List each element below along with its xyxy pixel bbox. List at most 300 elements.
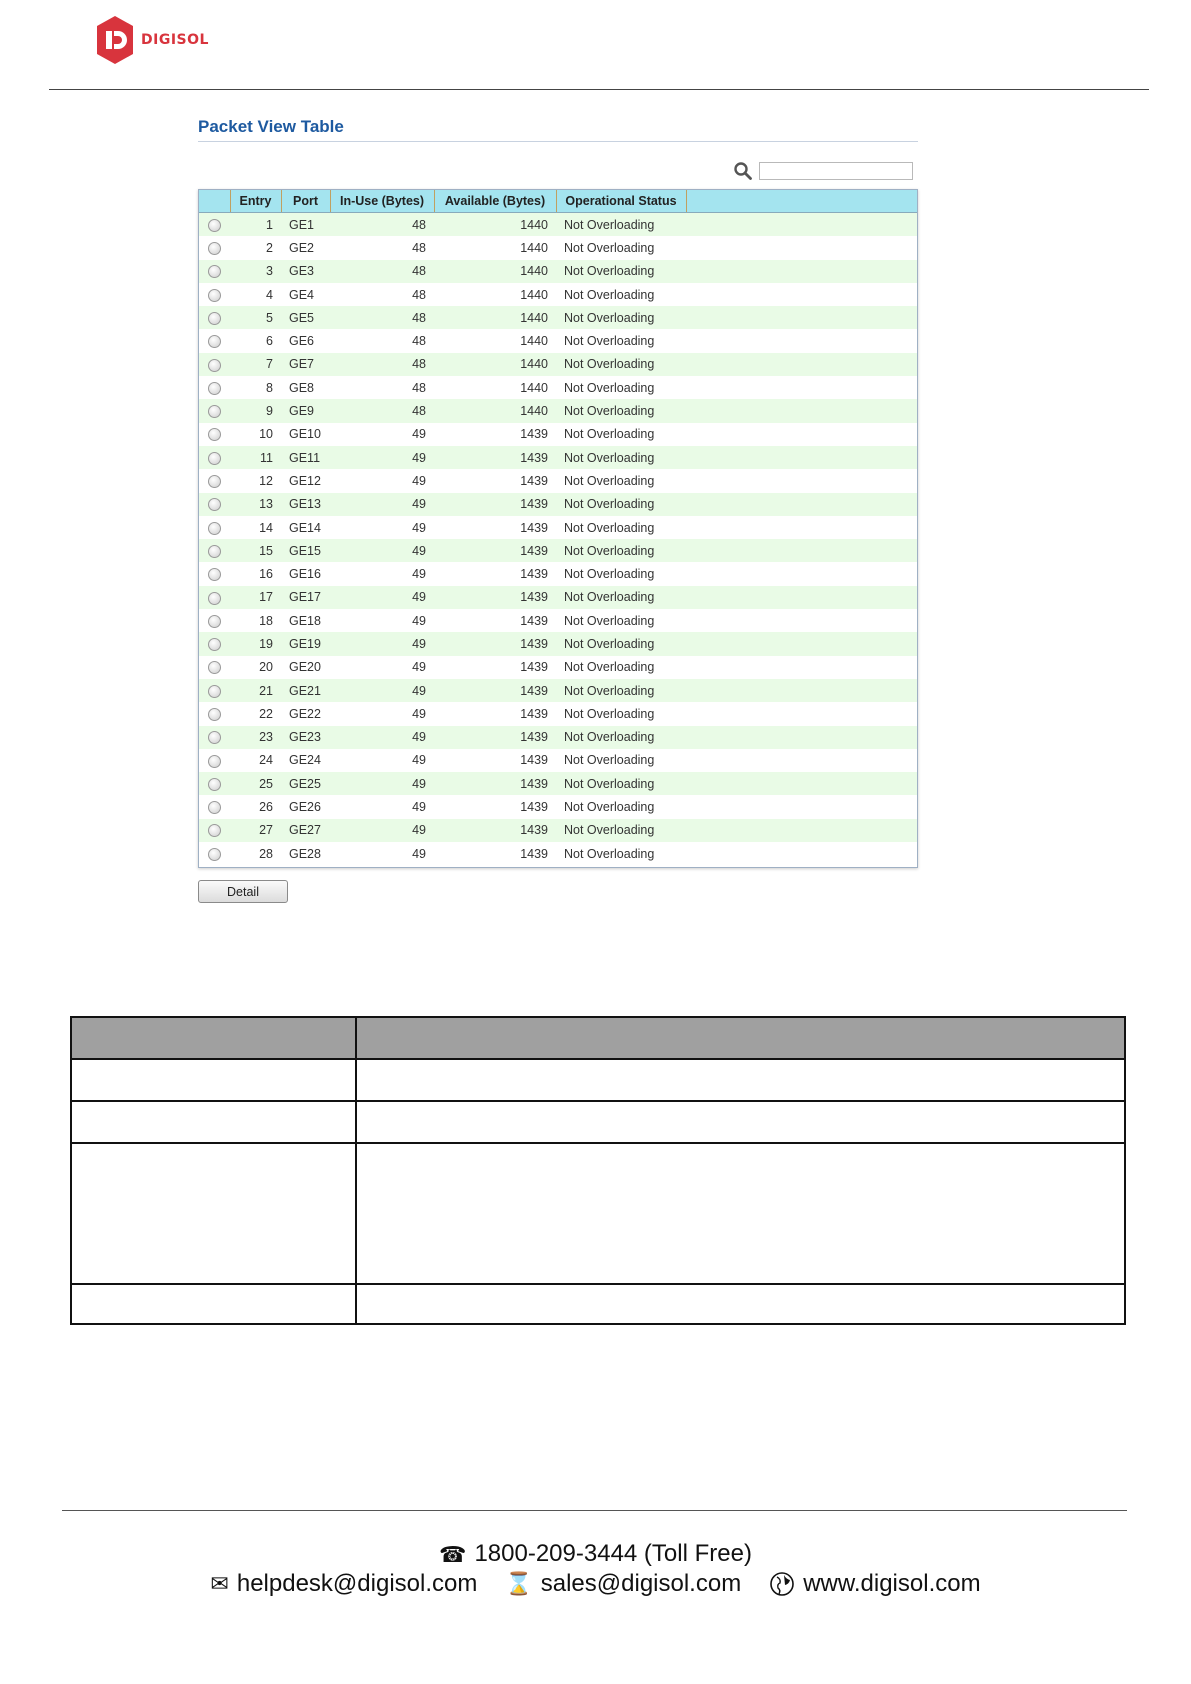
entry-cell: 12 (230, 469, 281, 492)
description-row (71, 1101, 1125, 1143)
entry-cell: 25 (230, 772, 281, 795)
column-header-operational-status[interactable]: Operational Status (556, 190, 686, 213)
inuse-bytes-cell: 48 (330, 399, 434, 422)
table-row[interactable] (199, 749, 917, 772)
radio-button[interactable] (208, 522, 221, 535)
table-row[interactable] (199, 679, 917, 702)
table-row[interactable] (199, 236, 917, 259)
table-row[interactable] (199, 306, 917, 329)
entry-cell: 28 (230, 842, 281, 865)
table-row[interactable] (199, 562, 917, 585)
filler-cell (686, 399, 917, 422)
description-cell (356, 1143, 1125, 1284)
port-cell: GE26 (281, 795, 330, 818)
radio-button[interactable] (208, 615, 221, 628)
inuse-bytes-cell: 49 (330, 772, 434, 795)
inuse-bytes-cell: 49 (330, 749, 434, 772)
row-select-radio[interactable] (199, 562, 230, 585)
row-select-radio[interactable] (199, 469, 230, 492)
port-cell: GE5 (281, 306, 330, 329)
inuse-bytes-cell: 49 (330, 656, 434, 679)
available-bytes-cell: 1439 (434, 656, 556, 679)
table-row[interactable] (199, 702, 917, 725)
description-header-cell (356, 1017, 1125, 1059)
port-cell: GE1 (281, 213, 330, 237)
operational-status-cell: Not Overloading (556, 306, 686, 329)
table-row[interactable] (199, 329, 917, 352)
entry-cell: 4 (230, 283, 281, 306)
inuse-bytes-cell: 49 (330, 423, 434, 446)
filler-cell (686, 469, 917, 492)
available-bytes-cell: 1439 (434, 539, 556, 562)
radio-button[interactable] (208, 755, 221, 768)
radio-button[interactable] (208, 731, 221, 744)
row-select-radio[interactable] (199, 213, 230, 237)
inuse-bytes-cell: 48 (330, 376, 434, 399)
column-header-port[interactable]: Port (281, 190, 330, 213)
available-bytes-cell: 1439 (434, 726, 556, 749)
globe-icon (769, 1571, 795, 1597)
description-cell (356, 1101, 1125, 1143)
inuse-bytes-cell: 49 (330, 632, 434, 655)
operational-status-cell: Not Overloading (556, 236, 686, 259)
description-cell (71, 1101, 356, 1143)
available-bytes-cell: 1439 (434, 493, 556, 516)
radio-button[interactable] (208, 638, 221, 651)
available-bytes-cell: 1439 (434, 562, 556, 585)
filler-cell (686, 516, 917, 539)
description-table-header (71, 1017, 1125, 1059)
operational-status-cell: Not Overloading (556, 329, 686, 352)
filler-cell (686, 702, 917, 725)
row-select-radio[interactable] (199, 726, 230, 749)
entry-cell: 17 (230, 586, 281, 609)
port-cell: GE22 (281, 702, 330, 725)
table-row[interactable] (199, 656, 917, 679)
row-select-radio[interactable] (199, 399, 230, 422)
row-select-radio[interactable] (199, 260, 230, 283)
hourglass-icon: ⌛ (505, 1571, 533, 1596)
port-cell: GE12 (281, 469, 330, 492)
port-cell: GE4 (281, 283, 330, 306)
available-bytes-cell: 1439 (434, 469, 556, 492)
description-cell (71, 1284, 356, 1324)
available-bytes-cell: 1439 (434, 772, 556, 795)
entry-cell: 20 (230, 656, 281, 679)
radio-button[interactable] (208, 405, 221, 418)
available-bytes-cell: 1440 (434, 283, 556, 306)
brand-name: DIGISOL (141, 32, 209, 48)
row-select-radio[interactable] (199, 772, 230, 795)
table-row[interactable] (199, 353, 917, 376)
row-select-radio[interactable] (199, 516, 230, 539)
inuse-bytes-cell: 48 (330, 260, 434, 283)
operational-status-cell: Not Overloading (556, 353, 686, 376)
inuse-bytes-cell: 49 (330, 609, 434, 632)
port-cell: GE9 (281, 399, 330, 422)
table-row[interactable] (199, 632, 917, 655)
filler-cell (686, 656, 917, 679)
row-select-radio[interactable] (199, 656, 230, 679)
radio-button[interactable] (208, 289, 221, 302)
row-select-radio[interactable] (199, 749, 230, 772)
entry-cell: 23 (230, 726, 281, 749)
description-cell (356, 1059, 1125, 1101)
available-bytes-cell: 1440 (434, 260, 556, 283)
row-select-radio[interactable] (199, 236, 230, 259)
inuse-bytes-cell: 49 (330, 469, 434, 492)
filler-cell (686, 353, 917, 376)
row-select-radio[interactable] (199, 679, 230, 702)
operational-status-cell: Not Overloading (556, 749, 686, 772)
column-header-entry[interactable]: Entry (230, 190, 281, 213)
filler-cell (686, 283, 917, 306)
row-select-radio[interactable] (199, 306, 230, 329)
inuse-bytes-cell: 49 (330, 819, 434, 842)
table-row[interactable] (199, 842, 917, 865)
inuse-bytes-cell: 48 (330, 283, 434, 306)
available-bytes-cell: 1439 (434, 446, 556, 469)
page-title: Packet View Table (198, 117, 344, 136)
port-cell: GE27 (281, 819, 330, 842)
filler-cell (686, 236, 917, 259)
row-select-radio[interactable] (199, 376, 230, 399)
available-bytes-cell: 1439 (434, 749, 556, 772)
operational-status-cell: Not Overloading (556, 632, 686, 655)
operational-status-cell: Not Overloading (556, 726, 686, 749)
entry-cell: 8 (230, 376, 281, 399)
entry-cell: 22 (230, 702, 281, 725)
filler-cell (686, 772, 917, 795)
operational-status-cell: Not Overloading (556, 446, 686, 469)
filler-cell (686, 842, 917, 865)
envelope-icon: ✉ (210, 1571, 229, 1596)
filler-cell (686, 609, 917, 632)
inuse-bytes-cell: 48 (330, 329, 434, 352)
available-bytes-cell: 1440 (434, 213, 556, 237)
filler-cell (686, 632, 917, 655)
filler-cell (686, 446, 917, 469)
description-cell (71, 1059, 356, 1101)
port-cell: GE17 (281, 586, 330, 609)
radio-button[interactable] (208, 219, 221, 232)
port-cell: GE7 (281, 353, 330, 376)
entry-cell: 21 (230, 679, 281, 702)
available-bytes-cell: 1439 (434, 609, 556, 632)
entry-cell: 1 (230, 213, 281, 237)
radio-button[interactable] (208, 824, 221, 837)
operational-status-cell: Not Overloading (556, 283, 686, 306)
inuse-bytes-cell: 49 (330, 539, 434, 562)
radio-button[interactable] (208, 359, 221, 372)
radio-button[interactable] (208, 242, 221, 255)
available-bytes-cell: 1439 (434, 702, 556, 725)
row-select-radio[interactable] (199, 586, 230, 609)
search-icon[interactable] (733, 161, 753, 181)
available-bytes-cell: 1439 (434, 842, 556, 865)
filler-cell (686, 795, 917, 818)
inuse-bytes-cell: 49 (330, 562, 434, 585)
website-link[interactable]: www.digisol.com (803, 1570, 981, 1597)
radio-button[interactable] (208, 661, 221, 674)
entry-cell: 15 (230, 539, 281, 562)
entry-cell: 19 (230, 632, 281, 655)
row-select-radio[interactable] (199, 353, 230, 376)
description-cell (356, 1284, 1125, 1324)
column-header-select (199, 190, 230, 213)
helpdesk-email[interactable]: helpdesk@digisol.com (236, 1570, 478, 1597)
filler-cell (686, 376, 917, 399)
row-select-radio[interactable] (199, 283, 230, 306)
entry-cell: 26 (230, 795, 281, 818)
operational-status-cell: Not Overloading (556, 702, 686, 725)
radio-button[interactable] (208, 801, 221, 814)
table-row[interactable] (199, 423, 917, 446)
port-cell: GE10 (281, 423, 330, 446)
inuse-bytes-cell: 48 (330, 213, 434, 237)
available-bytes-cell: 1439 (434, 819, 556, 842)
row-select-radio[interactable] (199, 795, 230, 818)
inuse-bytes-cell: 49 (330, 516, 434, 539)
table-row[interactable] (199, 795, 917, 818)
footer-phone (0, 1540, 1191, 1568)
port-cell: GE14 (281, 516, 330, 539)
title-divider (198, 141, 918, 142)
entry-cell: 10 (230, 423, 281, 446)
filler-cell (686, 749, 917, 772)
filler-cell (686, 679, 917, 702)
inuse-bytes-cell: 49 (330, 795, 434, 818)
inuse-bytes-cell: 49 (330, 446, 434, 469)
header-divider (49, 89, 1149, 90)
description-header-cell (71, 1017, 356, 1059)
filler-cell (686, 493, 917, 516)
port-cell: GE24 (281, 749, 330, 772)
port-cell: GE19 (281, 632, 330, 655)
port-cell: GE11 (281, 446, 330, 469)
port-cell: GE28 (281, 842, 330, 865)
radio-button[interactable] (208, 708, 221, 721)
row-select-radio[interactable] (199, 539, 230, 562)
port-cell: GE18 (281, 609, 330, 632)
filler-cell (686, 586, 917, 609)
entry-cell: 11 (230, 446, 281, 469)
entry-cell: 18 (230, 609, 281, 632)
available-bytes-cell: 1440 (434, 353, 556, 376)
row-select-radio[interactable] (199, 702, 230, 725)
digisol-logo (95, 15, 209, 65)
radio-button[interactable] (208, 452, 221, 465)
available-bytes-cell: 1439 (434, 586, 556, 609)
available-bytes-cell: 1439 (434, 795, 556, 818)
radio-button[interactable] (208, 382, 221, 395)
operational-status-cell: Not Overloading (556, 562, 686, 585)
table-row[interactable] (199, 446, 917, 469)
entry-cell: 14 (230, 516, 281, 539)
inuse-bytes-cell: 48 (330, 236, 434, 259)
operational-status-cell: Not Overloading (556, 493, 686, 516)
available-bytes-cell: 1440 (434, 376, 556, 399)
table-row[interactable] (199, 469, 917, 492)
entry-cell: 9 (230, 399, 281, 422)
radio-button[interactable] (208, 685, 221, 698)
row-select-radio[interactable] (199, 842, 230, 865)
column-header-available-bytes[interactable]: Available (Bytes) (434, 190, 556, 213)
table-body (199, 213, 917, 866)
row-select-radio[interactable] (199, 632, 230, 655)
table-row[interactable] (199, 609, 917, 632)
available-bytes-cell: 1439 (434, 632, 556, 655)
packet-view-grid (199, 190, 917, 865)
port-cell: GE25 (281, 772, 330, 795)
radio-button[interactable] (208, 335, 221, 348)
filler-cell (686, 213, 917, 237)
available-bytes-cell: 1439 (434, 423, 556, 446)
radio-button[interactable] (208, 778, 221, 791)
port-cell: GE8 (281, 376, 330, 399)
row-select-radio[interactable] (199, 819, 230, 842)
operational-status-cell: Not Overloading (556, 469, 686, 492)
row-select-radio[interactable] (199, 423, 230, 446)
radio-button[interactable] (208, 498, 221, 511)
inuse-bytes-cell: 49 (330, 726, 434, 749)
radio-button[interactable] (208, 312, 221, 325)
footer-divider (62, 1510, 1127, 1511)
port-cell: GE23 (281, 726, 330, 749)
row-select-radio[interactable] (199, 609, 230, 632)
inuse-bytes-cell: 48 (330, 353, 434, 376)
operational-status-cell: Not Overloading (556, 213, 686, 237)
operational-status-cell: Not Overloading (556, 795, 686, 818)
row-select-radio[interactable] (199, 329, 230, 352)
entry-cell: 3 (230, 260, 281, 283)
description-table (70, 1016, 1126, 1325)
operational-status-cell: Not Overloading (556, 539, 686, 562)
inuse-bytes-cell: 49 (330, 842, 434, 865)
available-bytes-cell: 1440 (434, 236, 556, 259)
phone-number: 1800-209-3444 (Toll Free) (474, 1540, 752, 1567)
table-header-row (199, 190, 917, 213)
radio-button[interactable] (208, 568, 221, 581)
table-row[interactable] (199, 586, 917, 609)
operational-status-cell: Not Overloading (556, 260, 686, 283)
filler-cell (686, 539, 917, 562)
inuse-bytes-cell: 49 (330, 702, 434, 725)
row-select-radio[interactable] (199, 493, 230, 516)
footer-website (769, 1570, 980, 1598)
row-select-radio[interactable] (199, 446, 230, 469)
available-bytes-cell: 1440 (434, 306, 556, 329)
port-cell: GE21 (281, 679, 330, 702)
port-cell: GE3 (281, 260, 330, 283)
radio-button[interactable] (208, 475, 221, 488)
filler-cell (686, 306, 917, 329)
column-header-inuse-bytes[interactable]: In-Use (Bytes) (330, 190, 434, 213)
port-cell: GE15 (281, 539, 330, 562)
entry-cell: 27 (230, 819, 281, 842)
available-bytes-cell: 1439 (434, 516, 556, 539)
entry-cell: 13 (230, 493, 281, 516)
filler-cell (686, 260, 917, 283)
radio-button[interactable] (208, 592, 221, 605)
radio-button[interactable] (208, 545, 221, 558)
entry-cell: 2 (230, 236, 281, 259)
radio-button[interactable] (208, 265, 221, 278)
available-bytes-cell: 1439 (434, 679, 556, 702)
port-cell: GE13 (281, 493, 330, 516)
operational-status-cell: Not Overloading (556, 586, 686, 609)
entry-cell: 16 (230, 562, 281, 585)
operational-status-cell: Not Overloading (556, 679, 686, 702)
radio-button[interactable] (208, 848, 221, 861)
port-cell: GE2 (281, 236, 330, 259)
operational-status-cell: Not Overloading (556, 842, 686, 865)
filler-cell (686, 329, 917, 352)
operational-status-cell: Not Overloading (556, 423, 686, 446)
available-bytes-cell: 1440 (434, 399, 556, 422)
description-cell (71, 1143, 356, 1284)
column-header-filler (686, 190, 917, 213)
filler-cell (686, 423, 917, 446)
port-cell: GE6 (281, 329, 330, 352)
table-row[interactable] (199, 772, 917, 795)
operational-status-cell: Not Overloading (556, 819, 686, 842)
table-row[interactable] (199, 376, 917, 399)
operational-status-cell: Not Overloading (556, 376, 686, 399)
description-row (71, 1059, 1125, 1101)
table-row[interactable] (199, 399, 917, 422)
table-row[interactable] (199, 726, 917, 749)
inuse-bytes-cell: 48 (330, 306, 434, 329)
footer-contacts (0, 1570, 1191, 1598)
inuse-bytes-cell: 49 (330, 586, 434, 609)
entry-cell: 7 (230, 353, 281, 376)
sales-email[interactable]: sales@digisol.com (540, 1570, 742, 1597)
search-input[interactable] (759, 162, 913, 180)
table-row[interactable] (199, 516, 917, 539)
table-row[interactable] (199, 213, 917, 237)
table-row[interactable] (199, 283, 917, 306)
footer-helpdesk (210, 1570, 477, 1598)
entry-cell: 24 (230, 749, 281, 772)
packet-view-table (198, 189, 918, 868)
table-row[interactable] (199, 493, 917, 516)
table-row[interactable] (199, 539, 917, 562)
phone-icon: ☎ (439, 1541, 467, 1567)
entry-cell: 6 (230, 329, 281, 352)
operational-status-cell: Not Overloading (556, 399, 686, 422)
port-cell: GE20 (281, 656, 330, 679)
inuse-bytes-cell: 49 (330, 493, 434, 516)
table-row[interactable] (199, 819, 917, 842)
port-cell: GE16 (281, 562, 330, 585)
footer-sales (505, 1570, 741, 1598)
radio-button[interactable] (208, 428, 221, 441)
operational-status-cell: Not Overloading (556, 609, 686, 632)
table-row[interactable] (199, 260, 917, 283)
operational-status-cell: Not Overloading (556, 772, 686, 795)
description-row (71, 1284, 1125, 1324)
description-row (71, 1143, 1125, 1284)
filler-cell (686, 819, 917, 842)
entry-cell: 5 (230, 306, 281, 329)
operational-status-cell: Not Overloading (556, 656, 686, 679)
filler-cell (686, 562, 917, 585)
detail-button[interactable]: Detail (198, 880, 288, 903)
operational-status-cell: Not Overloading (556, 516, 686, 539)
available-bytes-cell: 1440 (434, 329, 556, 352)
filler-cell (686, 726, 917, 749)
